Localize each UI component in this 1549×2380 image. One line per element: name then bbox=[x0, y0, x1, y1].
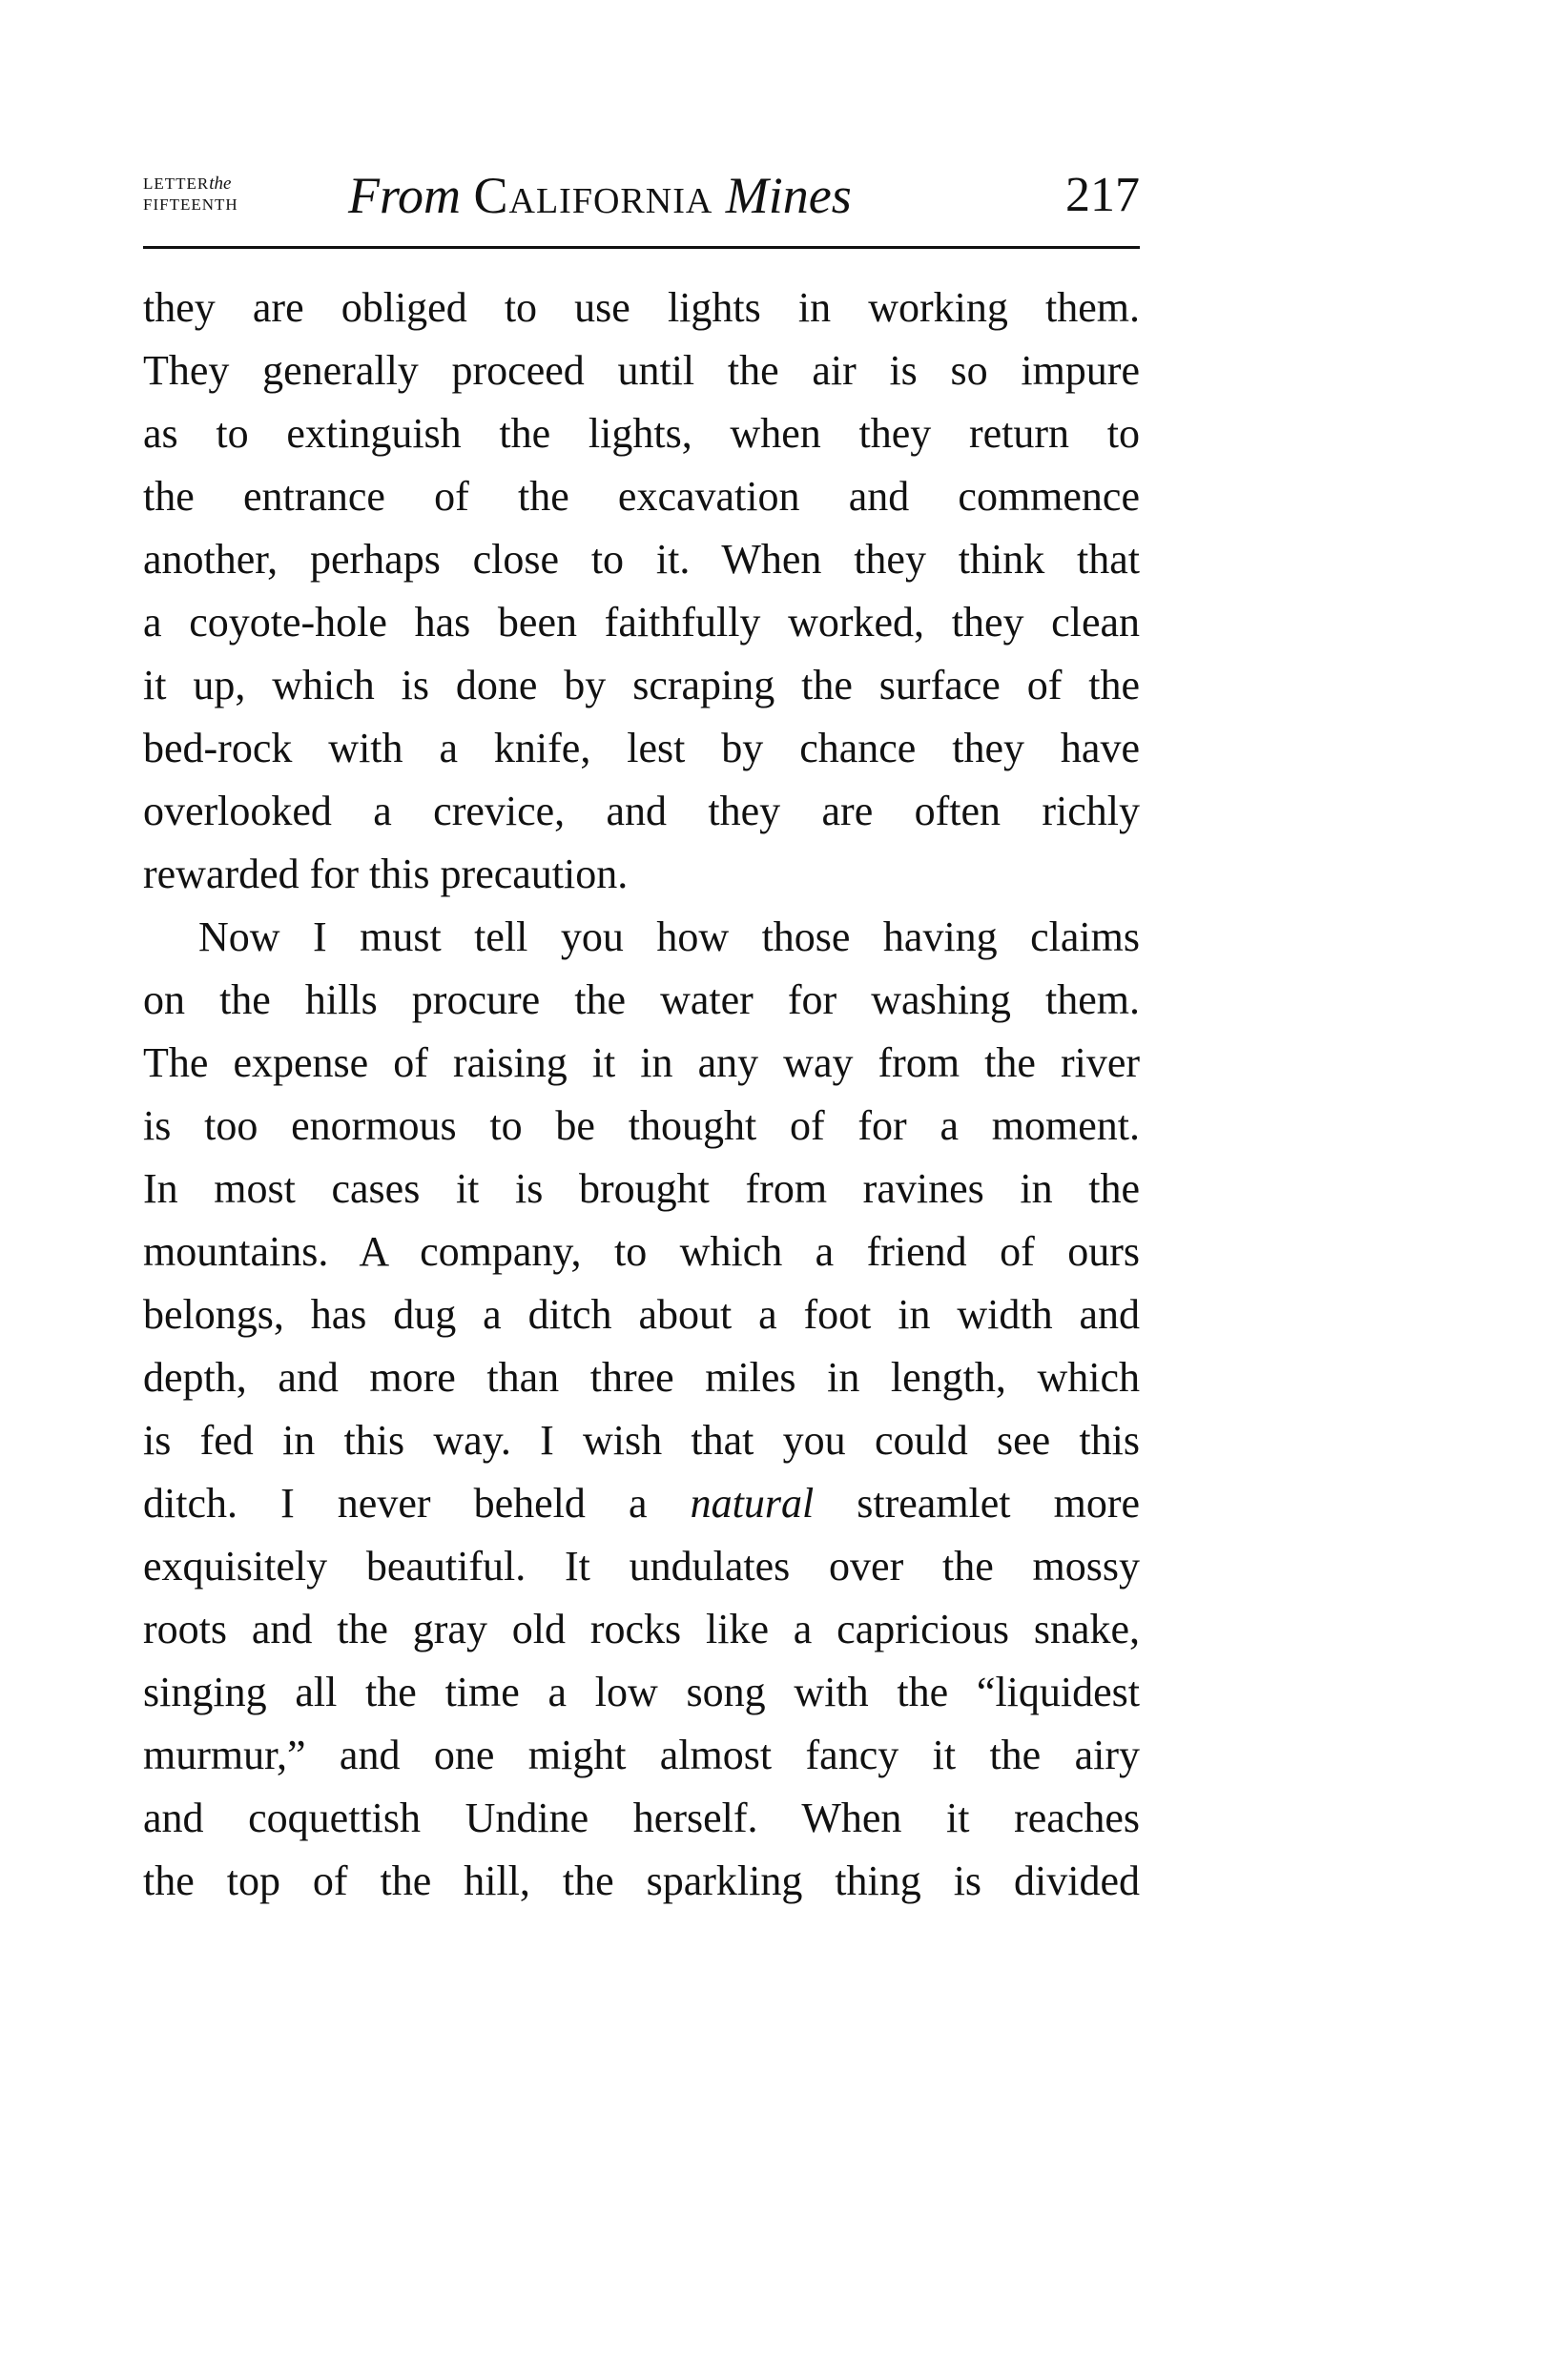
text-line: singing all the time a low song with the “liquidest bbox=[143, 1669, 1140, 1715]
text-line: the top of the hill, the sparkling thing is divided bbox=[143, 1857, 1140, 1904]
text-line: In most cases it is brought from ravines in the bbox=[143, 1165, 1140, 1212]
text-line: the entrance of the excavation and commence bbox=[143, 473, 1140, 520]
letter-label bbox=[143, 174, 238, 215]
text-line: another, perhaps close to it. When they think that bbox=[143, 536, 1140, 583]
letter-ordinal: FIFTEENTH bbox=[143, 195, 238, 214]
running-header bbox=[143, 162, 1140, 248]
text-segment: ditch. I never beheld a bbox=[143, 1480, 648, 1527]
text-line: it up, which is done by scraping the surface of the bbox=[143, 662, 1140, 708]
text-line: Now I must tell you how those having claims bbox=[198, 913, 1140, 960]
text-line: They generally proceed until the air is so impure bbox=[143, 347, 1140, 394]
text-line: rewarded for this precaution. bbox=[143, 851, 629, 897]
text-line: bed-rock with a knife, lest by chance they have bbox=[143, 725, 1140, 771]
text-line: overlooked a crevice, and they are often richly bbox=[143, 788, 1140, 834]
title-mines: Mines bbox=[725, 167, 852, 224]
text-line: is too enormous to be thought of for a moment. bbox=[143, 1102, 1140, 1149]
letter-the: the bbox=[209, 174, 232, 194]
header-rule bbox=[143, 246, 1140, 249]
text-line: roots and the gray old rocks like a capricious snake, bbox=[143, 1606, 1140, 1652]
running-title bbox=[348, 162, 852, 229]
text-line: is fed in this way. I wish that you could see this bbox=[143, 1417, 1140, 1464]
page-number: 217 bbox=[1065, 168, 1140, 222]
text-line bbox=[143, 1472, 1140, 1535]
body-text bbox=[143, 277, 1140, 1913]
title-from: From bbox=[348, 167, 461, 224]
text-line: a coyote-hole has been faithfully worked, they clean bbox=[143, 599, 1140, 646]
text-segment: streamlet more bbox=[857, 1480, 1141, 1527]
text-line: they are obliged to use lights in working them. bbox=[143, 284, 1140, 331]
text-line: and coquettish Undine herself. When it reaches bbox=[143, 1795, 1140, 1841]
text-line: mountains. A company, to which a friend of ours bbox=[143, 1228, 1140, 1275]
text-line: murmur,” and one might almost fancy it the airy bbox=[143, 1732, 1140, 1778]
text-line: on the hills procure the water for washing them. bbox=[143, 976, 1140, 1023]
letter-word: LETTER bbox=[143, 174, 210, 193]
text-line: The expense of raising it in any way from the river bbox=[143, 1039, 1140, 1086]
text-line: belongs, has dug a ditch about a foot in width and bbox=[143, 1291, 1140, 1338]
text-line: exquisitely beautiful. It undulates over the mossy bbox=[143, 1543, 1140, 1590]
title-state: California bbox=[473, 167, 713, 224]
text-line: as to extinguish the lights, when they return to bbox=[143, 410, 1140, 457]
italic-word: natural bbox=[690, 1480, 815, 1527]
text-line: depth, and more than three miles in length, which bbox=[143, 1354, 1140, 1401]
